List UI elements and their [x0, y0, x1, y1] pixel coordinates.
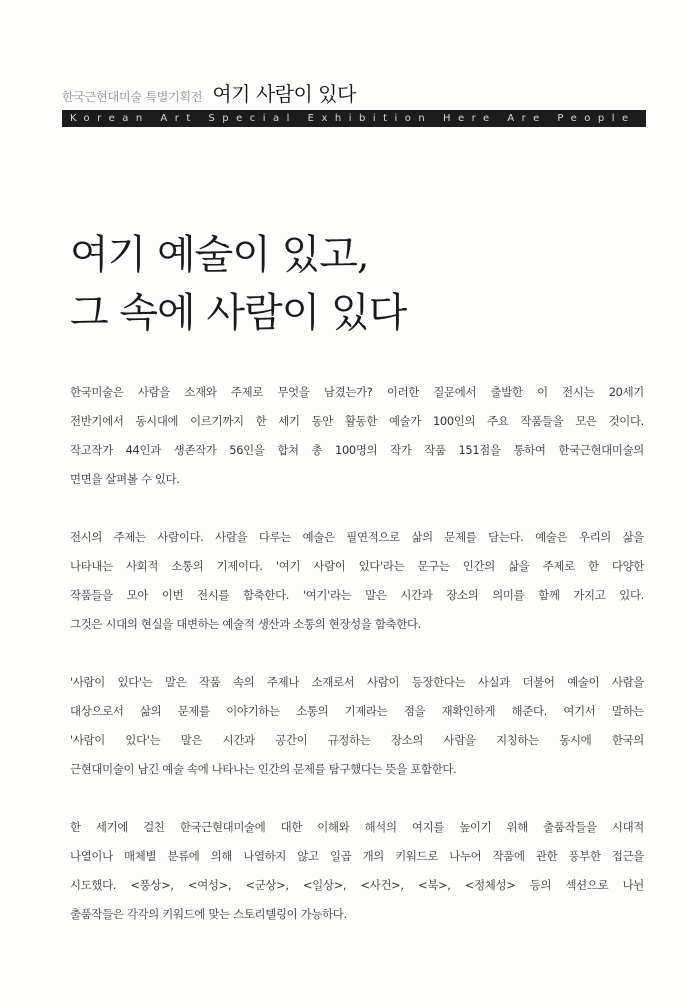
- headline-line: 그 속에 사람이 있다: [70, 290, 407, 336]
- text-line: 나타내는 사회적 소통의 기제이다. '여기 사람이 있다'라는 문구는 인간의 삶을 주제로 한 다양한: [70, 559, 644, 573]
- text-line: '사람이 있다'는 말은 시간과 공간이 규정하는 장소의 사람을 지칭하는 동시에 한국의: [70, 733, 644, 747]
- paragraph: [70, 378, 644, 494]
- text-line: 시도했다. <풍상>, <여성>, <군상>, <일상>, <사건>, <북>, <정체성> 등의 섹션으로 나뉜: [70, 878, 644, 892]
- page-header: [62, 78, 646, 127]
- paragraph: [70, 523, 644, 639]
- headline-line: 여기 예술이 있고,: [70, 232, 369, 278]
- text-line: 근현대미술이 남긴 예술 속에 나타나는 인간의 문제를 탐구했다는 뜻을 포함한다.: [70, 762, 457, 776]
- text-line: 대상으로서 삶의 문제를 이야기하는 소통의 기제라는 점을 재확인하게 해준다. 여기서 말하는: [70, 704, 644, 718]
- headline: [70, 226, 630, 342]
- header-title-line: [62, 78, 646, 108]
- text-line: 그것은 시대의 현실을 대변하는 예술적 생산과 소통의 현장성을 함축한다.: [70, 617, 421, 631]
- english-title-bar: Korean Art Special Exhibition Here Are People: [62, 110, 646, 127]
- text-line: 전시의 주제는 사람이다. 사람을 다루는 예술은 필연적으로 삶의 문제를 담는다. 예술은 우리의 삶을: [70, 530, 644, 544]
- paragraph: [70, 813, 644, 929]
- exhibition-title: 여기 사람이 있다: [212, 82, 356, 106]
- paragraph: [70, 668, 644, 784]
- text-line: 나열이나 매체별 분류에 의해 나열하지 않고 일곱 개의 키워드로 나누어 작품에 관한 풍부한 접근을: [70, 849, 644, 863]
- text-line: 면면을 살펴볼 수 있다.: [70, 472, 180, 486]
- text-line: 한 세기에 걸친 한국근현대미술에 대한 이해와 해석의 여지를 높이기 위해 출품작들을 시대적: [70, 820, 644, 834]
- text-line: 전반기에서 동시대에 이르기까지 한 세기 동안 활동한 예술가 100인의 주요 작품들을 모은 것이다.: [70, 414, 644, 428]
- text-line: 출품작들은 각각의 키워드에 맞는 스토리텔링이 가능하다.: [70, 907, 347, 921]
- exhibition-subtitle: 한국근현대미술 특별기획전: [62, 90, 203, 104]
- body-text: [70, 378, 644, 958]
- text-line: 작품들을 모아 이번 전시를 함축한다. '여기'라는 말은 시간과 장소의 의미를 함께 가지고 있다.: [70, 588, 644, 602]
- text-line: 한국미술은 사람을 소재와 주제로 무엇을 남겼는가? 이러한 질문에서 출발한 이 전시는 20세기: [70, 385, 644, 399]
- text-line: 작고작가 44인과 생존작가 56인을 합쳐 총 100명의 작가 작품 151점을 통하여 한국근현대미술의: [70, 443, 644, 457]
- text-line: '사람이 있다'는 말은 작품 속의 주제나 소재로서 사람이 등장한다는 사실과 더불어 예술이 사람을: [70, 675, 644, 689]
